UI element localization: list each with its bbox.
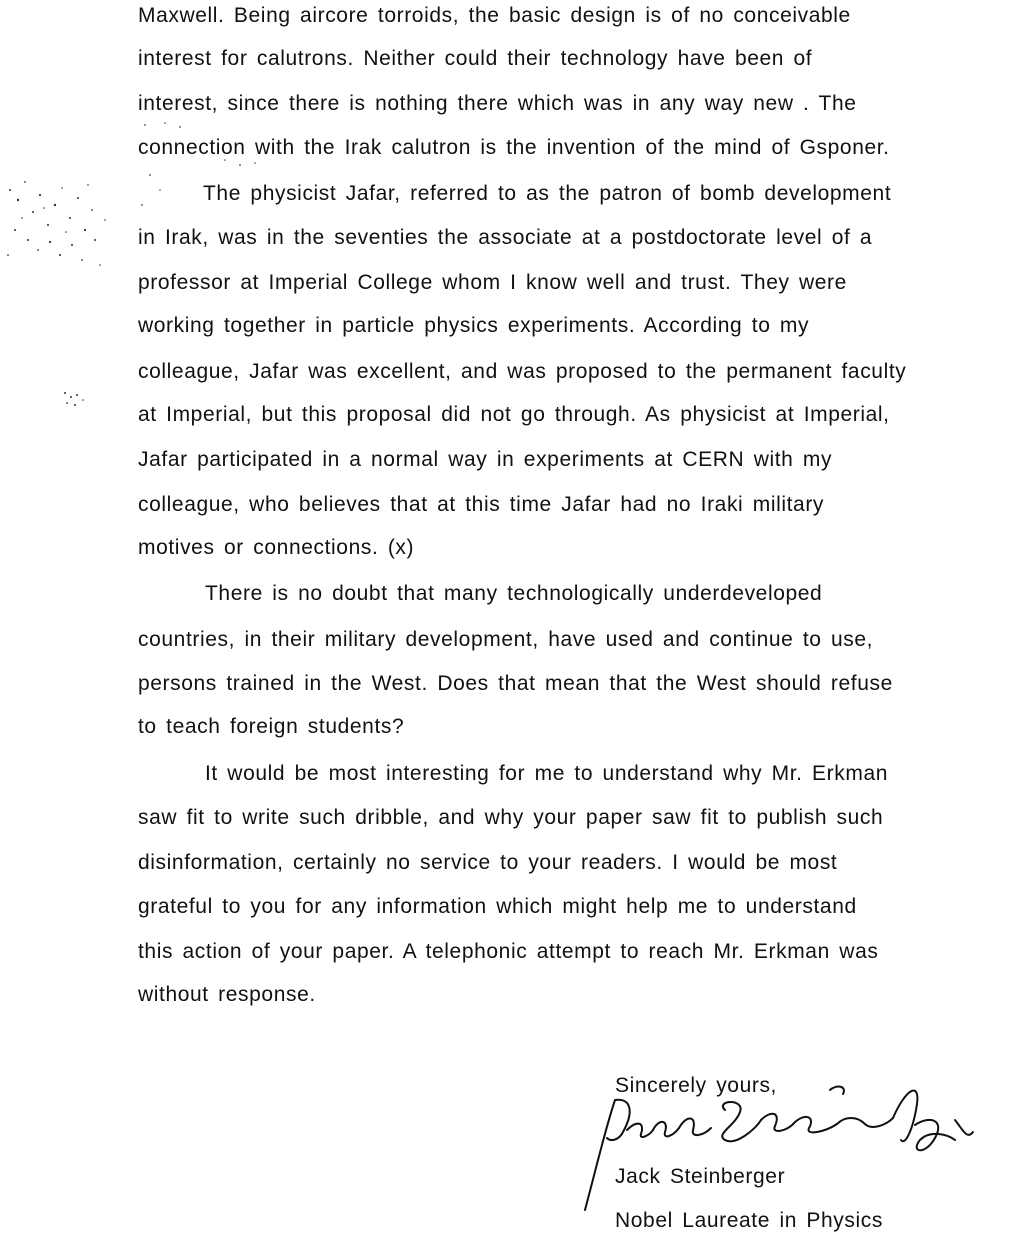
letter-line: to teach foreign students? (138, 715, 405, 738)
letter-line: colleague, Jafar was excellent, and was proposed to the permanent faculty (138, 360, 907, 383)
closing-salutation: Sincerely yours, (615, 1074, 777, 1097)
scan-speckle-margin (55, 385, 95, 415)
letter-line: Jafar participated in a normal way in experiments at CERN with my (138, 448, 833, 471)
scan-speckle-left (0, 170, 120, 280)
letter-line: interest, since there is nothing there which was in any way new . The (138, 92, 857, 115)
letter-line: colleague, who believes that at this time Jafar had no Iraki military (138, 493, 825, 516)
letter-line: in Irak, was in the seventies the associate at a postdoctorate level of a (138, 226, 873, 249)
letter-line: without response. (138, 983, 316, 1006)
signatory-title: Nobel Laureate in Physics (615, 1209, 883, 1232)
letter-line: grateful to you for any information which might help me to understand (138, 895, 857, 918)
letter-line: countries, in their military development, have used and continue to use, (138, 628, 874, 651)
letter-line: The physicist Jafar, referred to as the patron of bomb development (203, 182, 892, 205)
letter-line: connection with the Irak calutron is the invention of the mind of Gsponer. (138, 136, 890, 159)
signatory-name: Jack Steinberger (615, 1165, 786, 1188)
letter-line: Maxwell. Being aircore torroids, the basic design is of no conceivable (138, 4, 851, 27)
letter-line: There is no doubt that many technologically underdeveloped (205, 582, 823, 605)
letter-line: It would be most interesting for me to understand why Mr. Erkman (205, 762, 889, 785)
handwritten-signature (575, 1070, 995, 1220)
letter-line: persons trained in the West. Does that mean that the West should refuse (138, 672, 893, 695)
letter-line: motives or connections. (x) (138, 536, 415, 559)
letter-line: interest for calutrons. Neither could their technology have been of (138, 47, 813, 70)
letter-line: working together in particle physics experiments. According to my (138, 314, 810, 337)
letter-line: disinformation, certainly no service to your readers. I would be most (138, 851, 838, 874)
letter-line: professor at Imperial College whom I know well and trust. They were (138, 271, 847, 294)
letter-line: saw fit to write such dribble, and why your paper saw fit to publish such (138, 806, 884, 829)
letter-line: at Imperial, but this proposal did not go through. As physicist at Imperial, (138, 403, 890, 426)
letter-line: this action of your paper. A telephonic attempt to reach Mr. Erkman was (138, 940, 879, 963)
